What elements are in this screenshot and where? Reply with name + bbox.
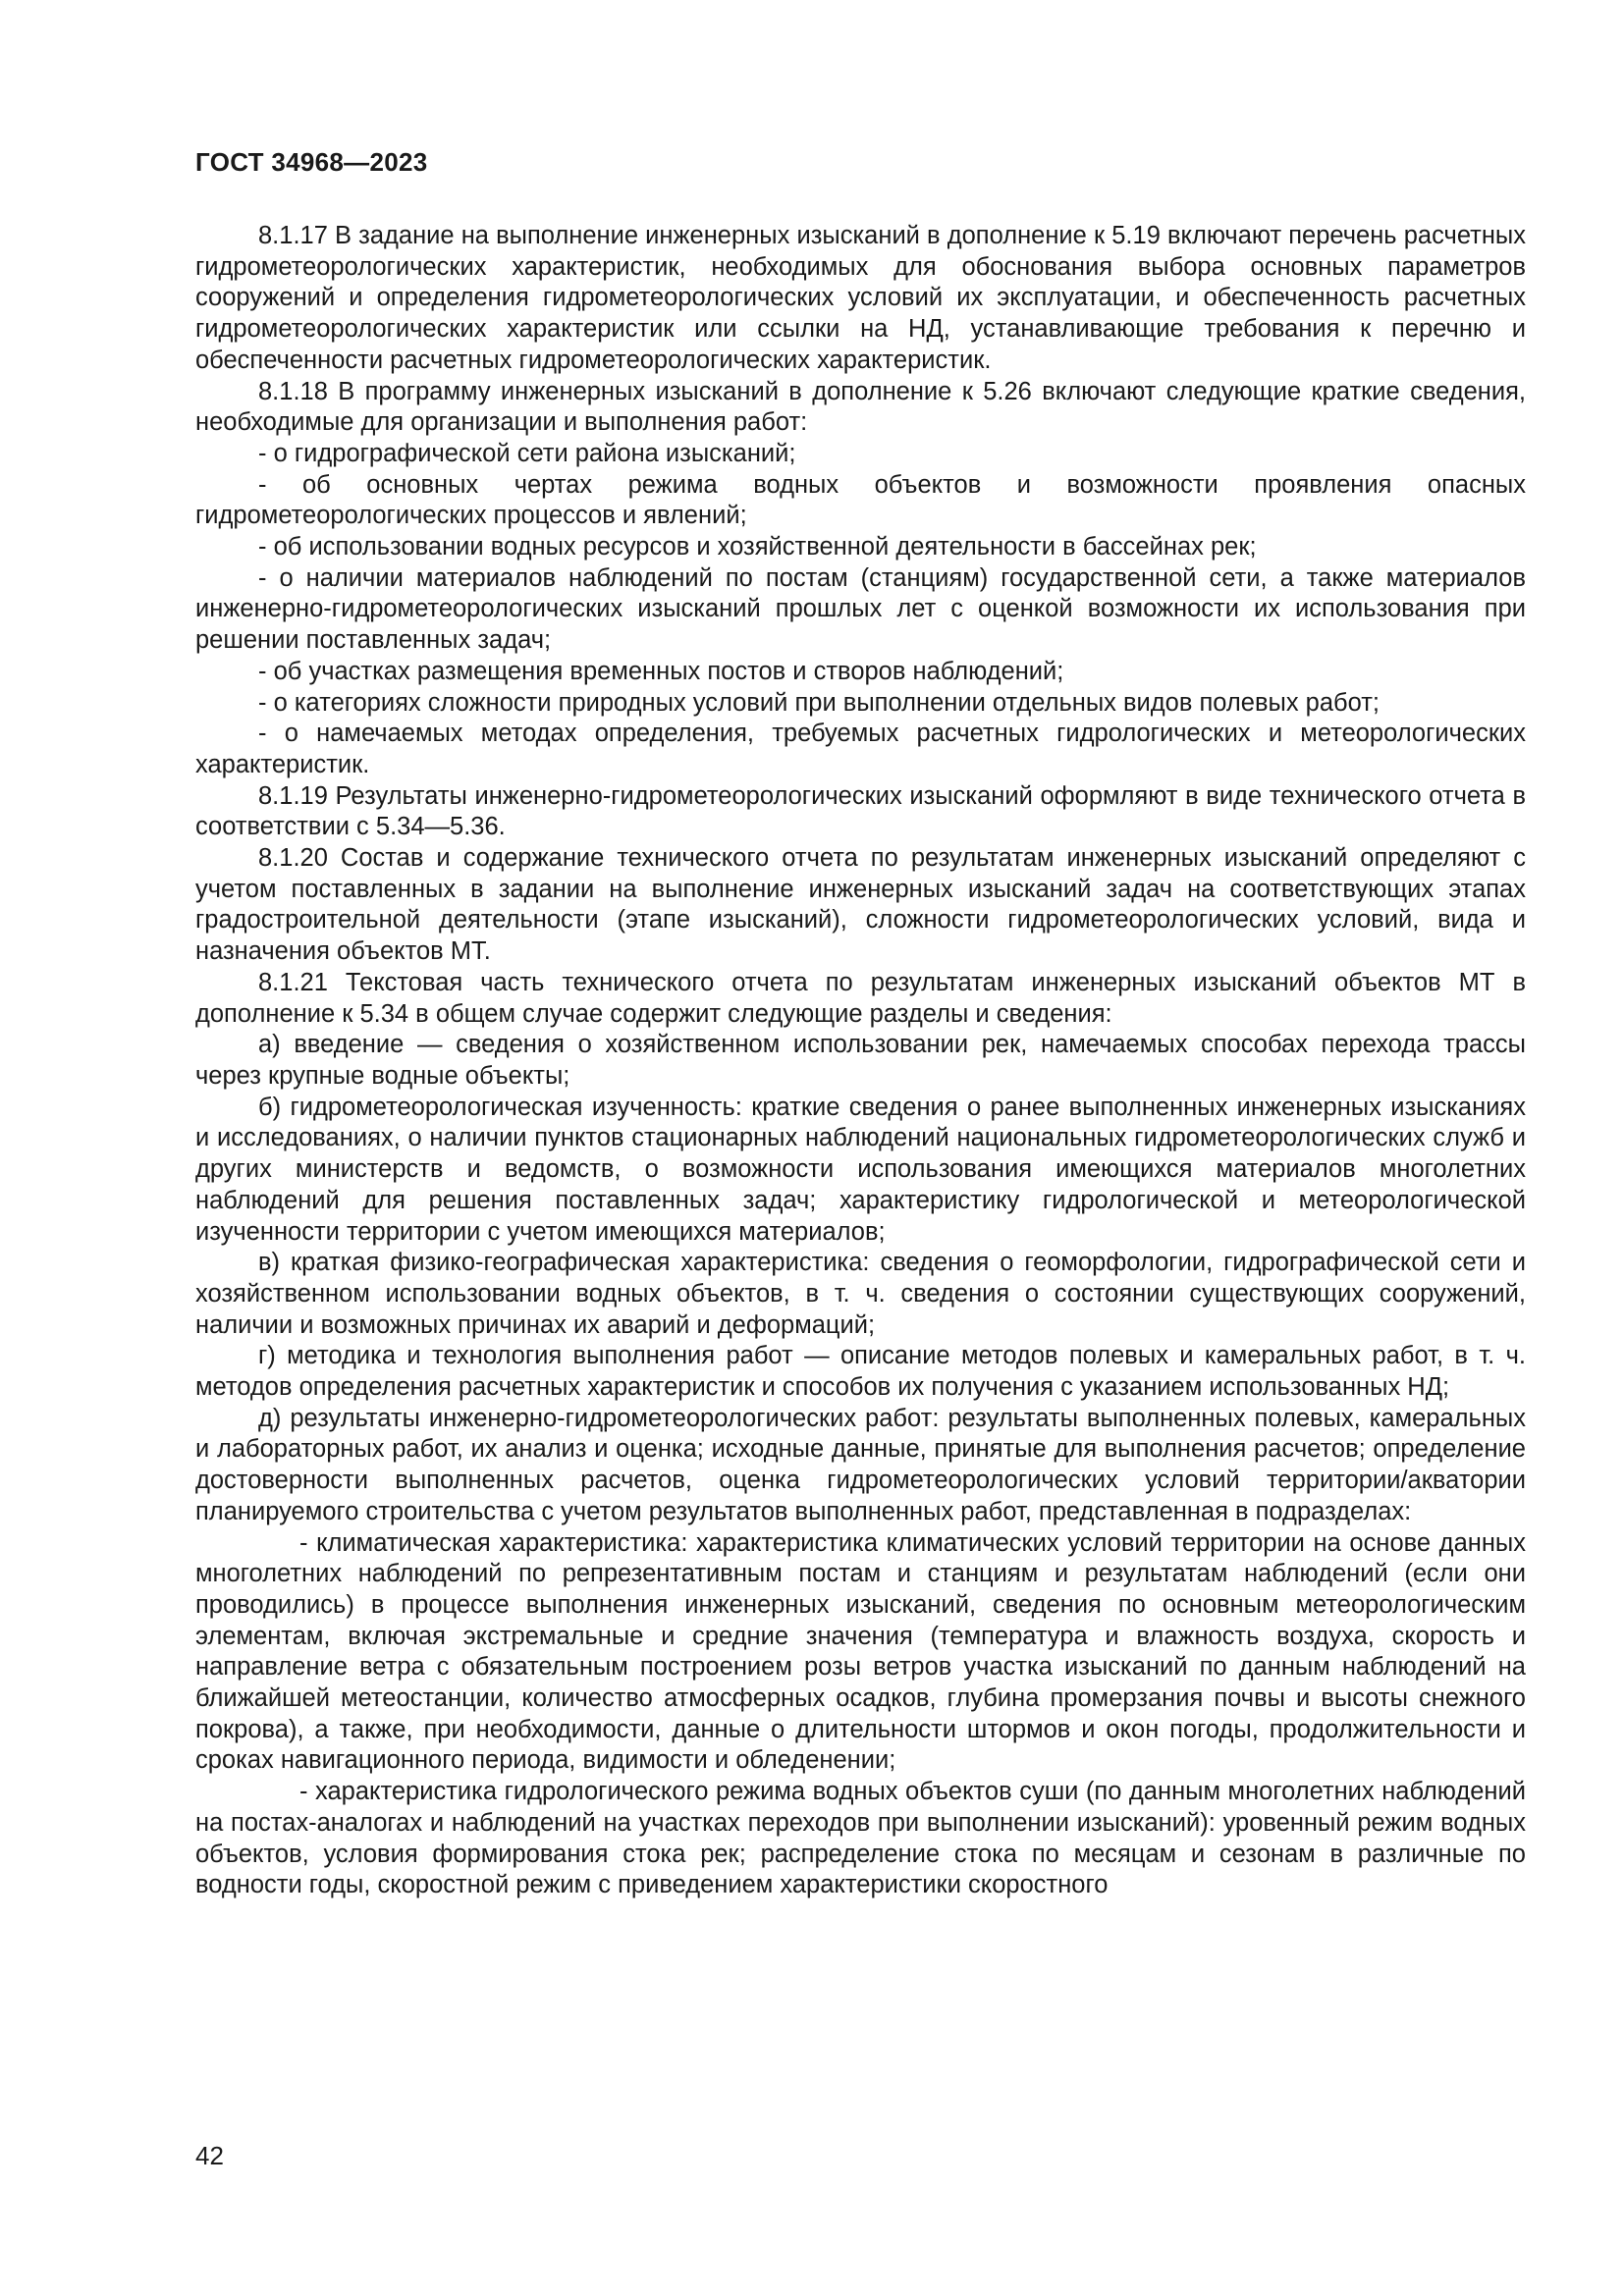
page-number: 42 — [195, 2141, 224, 2170]
paragraph-8-1-18: 8.1.18 В программу инженерных изысканий в дополнение к 5.26 включают следующие краткие сведения, необходимые для организации и выполнения работ: — [195, 377, 1526, 437]
list-item: - об основных чертах режима водных объектов и возможности проявления опасных гидрометеорологических процессов и явлений; — [195, 470, 1526, 530]
list-item: - о гидрографической сети района изысканий; — [258, 439, 796, 467]
list-item: - об использовании водных ресурсов и хозяйственной деятельности в бассейнах рек; — [258, 533, 1257, 561]
paragraph-8-1-19: 8.1.19 Результаты инженерно-гидрометеорологических изысканий оформляют в виде технического отчета в соответствии с 5.34—5.36. — [195, 781, 1526, 841]
document-header: ГОСТ 34968—2023 — [195, 147, 428, 177]
document-body — [195, 221, 1526, 1901]
list-item: - о категориях сложности природных условий при выполнении отдельных видов полевых работ; — [258, 688, 1380, 717]
paragraph-8-1-17: 8.1.17 В задание на выполнение инженерных изысканий в дополнение к 5.19 включают перечень расчетных гидрометеорологических характеристик, необходимых для обоснования выбора основных параметров сооружений и определения гидрометеорологических условий их эксплуатации, и обеспеченность расчетных гидрометеорологических характеристик или ссылки на НД, устанавливающие требования к перечню и обеспеченности расчетных гидрометеорологических характеристик. — [195, 222, 1526, 374]
list-item: - об участках размещения временных постов и створов наблюдений; — [258, 657, 1064, 685]
list-item: - о намечаемых методах определения, требуемых расчетных гидрологических и метеорологических характеристик. — [195, 720, 1526, 778]
list-item-b: б) гидрометеорологическая изученность: краткие сведения о ранее выполненных инженерных изысканиях и исследованиях, о наличии пунктов стационарных наблюдений национальных гидрометеорологических служб и других министерств и ведомств, о возможности использования имеющихся материалов многолетних наблюдений для решения поставленных задач; характеристику гидрологической и метеорологической изученности территории с учетом имеющихся материалов; — [195, 1093, 1526, 1246]
list-item-a: а) введение — сведения о хозяйственном использовании рек, намечаемых способах перехода трассы через крупные водные объекты; — [195, 1031, 1526, 1090]
paragraph-8-1-21: 8.1.21 Текстовая часть технического отчета по результатам инженерных изысканий объектов МТ в дополнение к 5.34 в общем случае содержит следующие разделы и сведения: — [195, 968, 1526, 1028]
list-item-d: д) результаты инженерно-гидрометеорологических работ: результаты выполненных полевых, камеральных и лабораторных работ, их анализ и оценка; исходные данные, принятые для выполнения расчетов; определение достоверности выполненных расчетов, оценка гидрометеорологических условий территории/акватории планируемого строительства с учетом результатов выполненных работ, представленная в подразделах: — [195, 1404, 1526, 1525]
sub-list-item: - характеристика гидрологического режима водных объектов суши (по данным многолетних наблюдений на постах-аналогах и наблюдений на участках переходов при выполнении изысканий): уровенный режим водных объектов, условия формирования стока рек; распределение стока по месяцам и сезонам в различные по водности годы, скоростной режим с приведением характеристики скоростного — [195, 1778, 1526, 1899]
list-item-v: в) краткая физико-географическая характеристика: сведения о геоморфологии, гидрографической сети и хозяйственном использовании водных объектов, в т. ч. сведения о состоянии существующих сооружений, наличии и возможных причинах их аварий и деформаций; — [195, 1249, 1526, 1339]
sub-list-item: - климатическая характеристика: характеристика климатических условий территории на основе данных многолетних наблюдений по репрезентативным постам и станциям и результатам наблюдений (если они проводились) в процессе выполнения инженерных изысканий, сведения по основным метеорологическим элементам, включая экстремальные и средние значения (температура и влажность воздуха, скорость и направление ветра с обязательным построением розы ветров участка изысканий по данным наблюдений на ближайшей метеостанции, количество атмосферных осадков, глубина промерзания почвы и высоты снежного покрова), а также, при необходимости, данные о длительности штормов и окон погоды, продолжительности и сроках навигационного периода, видимости и обледенении; — [195, 1528, 1526, 1775]
list-item-g: г) методика и технология выполнения работ — описание методов полевых и камеральных работ, в т. ч. методов определения расчетных характеристик и способов их получения с указанием использованных НД; — [195, 1342, 1526, 1402]
list-item: - о наличии материалов наблюдений по постам (станциям) государственной сети, а также материалов инженерно-гидрометеорологических изысканий прошлых лет с оценкой возможности их использования при решении поставленных задач; — [195, 563, 1526, 655]
paragraph-8-1-20: 8.1.20 Состав и содержание технического отчета по результатам инженерных изысканий определяют с учетом поставленных в задании на выполнение инженерных изысканий задач на соответствующих этапах градостроительной деятельности (этапе изысканий), сложности гидрометеорологических условий, вида и назначения объектов МТ. — [195, 844, 1526, 966]
